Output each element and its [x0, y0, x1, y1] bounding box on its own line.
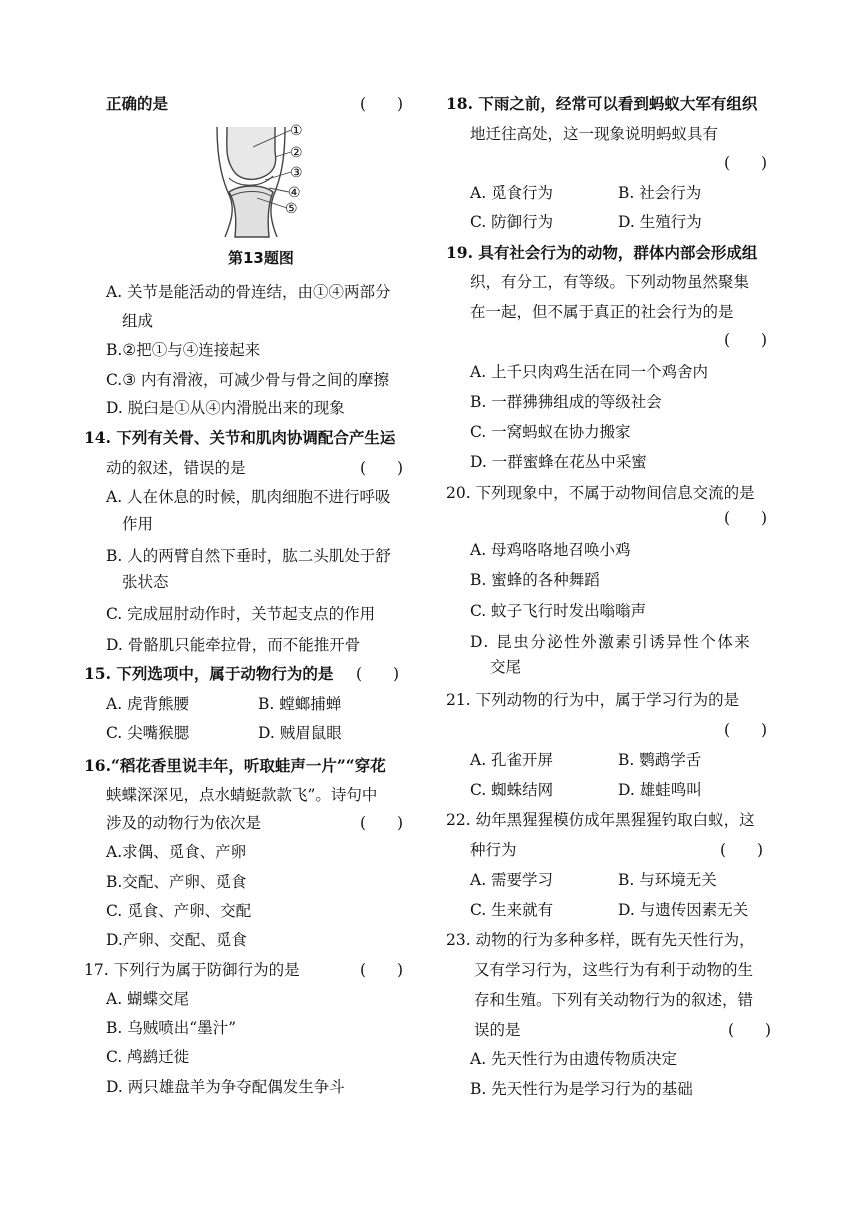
q20-option-b: B. 蜜蜂的各种舞蹈 — [470, 571, 600, 589]
q14-stem-line2: 动的叙述，错误的是 — [106, 459, 246, 477]
q20-answer-paren: ( ) — [724, 509, 768, 527]
q13-answer-paren: ( ) — [360, 95, 404, 113]
q17-option-d: D. 两只雄盘羊为争夺配偶发生争斗 — [106, 1078, 345, 1096]
q16-stem-line2: 蛱蝶深深见，点水蜻蜓款款飞”。诗句中 — [106, 786, 378, 804]
q23-stem-line4: 误的是 — [474, 1021, 521, 1039]
q13-option-b: B.②把①与④连接起来 — [106, 341, 261, 359]
q23-stem-line3: 存和生殖。下列有关动物行为的叙述，错 — [474, 991, 754, 1009]
q21-stem: 21. 下列动物的行为中，属于学习行为的是 — [446, 691, 740, 709]
q14-stem-line1: 14. 下列有关骨、关节和肌肉协调配合产生运 — [84, 428, 396, 447]
q15-stem: 15. 下列选项中，属于动物行为的是 — [84, 664, 334, 683]
q17-stem: 17. 下列行为属于防御行为的是 — [84, 961, 300, 979]
q21-option-b: B. 鹦鹉学舌 — [618, 751, 702, 769]
q16-answer-paren: ( ) — [360, 814, 404, 832]
q21-option-c: C. 蜘蛛结网 — [470, 781, 554, 799]
q20-option-d-cont: 交尾 — [490, 658, 522, 676]
q14-answer-paren: ( ) — [360, 459, 404, 477]
q23-stem-line1: 23. 动物的行为多种多样，既有先天性行为， — [446, 931, 755, 949]
q13-option-a: A. 关节是能活动的骨连结，由①④两部分 — [106, 283, 391, 301]
q18-option-c: C. 防御行为 — [470, 213, 554, 231]
q15-answer-paren: ( ) — [356, 665, 400, 683]
q15-option-c: C. 尖嘴猴腮 — [106, 724, 190, 742]
q22-option-a: A. 需要学习 — [470, 871, 554, 889]
q18-option-a: A. 觅食行为 — [470, 184, 554, 202]
q13-option-a-cont: 组成 — [122, 312, 154, 330]
q14-option-b-cont: 张状态 — [122, 573, 169, 591]
q22-option-c: C. 生来就有 — [470, 901, 554, 919]
q15-option-b: B. 螳螂捕蝉 — [258, 695, 342, 713]
figure-label-4: ④ — [288, 185, 301, 201]
q19-option-d: D. 一群蜜蜂在花丛中采蜜 — [470, 453, 647, 471]
q16-option-c: C. 觅食、产卵、交配 — [106, 902, 252, 920]
q17-option-c: C. 鸬鹚迁徙 — [106, 1048, 190, 1066]
q17-answer-paren: ( ) — [360, 961, 404, 979]
q14-option-c: C. 完成屈肘动作时，关节起支点的作用 — [106, 605, 376, 623]
q13-option-c: C.③ 内有滑液，可减少骨与骨之间的摩擦 — [106, 371, 390, 389]
q20-option-c: C. 蚊子飞行时发出嗡嗡声 — [470, 602, 647, 620]
q19-answer-paren: ( ) — [724, 331, 768, 349]
q18-option-d: D. 生殖行为 — [618, 213, 702, 231]
q23-answer-paren: ( ) — [728, 1021, 772, 1039]
q19-option-c: C. 一窝蚂蚁在协力搬家 — [470, 423, 631, 441]
q23-option-b: B. 先天性行为是学习行为的基础 — [470, 1080, 693, 1098]
q18-option-b: B. 社会行为 — [618, 184, 702, 202]
figure-caption: 第13题图 — [228, 249, 294, 267]
q17-option-b: B. 乌贼喷出“墨汁” — [106, 1019, 237, 1037]
figure-label-3: ③ — [290, 165, 303, 181]
q18-stem-line1: 18. 下雨之前，经常可以看到蚂蚁大军有组织 — [446, 94, 758, 113]
q14-option-a-cont: 作用 — [122, 515, 154, 533]
q22-option-d: D. 与遗传因素无关 — [618, 901, 749, 919]
q14-option-d: D. 骨骼肌只能牵拉骨，而不能推开骨 — [106, 636, 361, 654]
q21-option-a: A. 孔雀开屏 — [470, 751, 554, 769]
q13-stem-tail: 正确的是 — [106, 94, 169, 113]
q16-stem-line3: 涉及的动物行为依次是 — [106, 814, 262, 832]
q19-stem-line2: 织，有分工，有等级。下列动物虽然聚集 — [470, 273, 750, 291]
q16-option-a: A.求偶、觅食、产卵 — [106, 843, 247, 861]
q16-stem-line1: 16.“稻花香里说丰年，听取蛙声一片”“穿花 — [84, 756, 386, 775]
q17-option-a: A. 蝴蝶交尾 — [106, 990, 190, 1008]
q13-option-d: D. 脱臼是①从④内滑脱出来的现象 — [106, 399, 345, 417]
q15-option-d: D. 贼眉鼠眼 — [258, 724, 342, 742]
q19-option-a: A. 上千只肉鸡生活在同一个鸡舍内 — [470, 363, 709, 381]
figure-label-5: ⑤ — [285, 201, 298, 217]
q18-stem-line2: 地迁往高处，这一现象说明蚂蚁具有 — [470, 125, 719, 143]
q19-option-b: B. 一群狒狒组成的等级社会 — [470, 393, 662, 411]
q22-option-b: B. 与环境无关 — [618, 871, 717, 889]
q16-option-b: B.交配、产卵、觅食 — [106, 873, 247, 891]
q21-answer-paren: ( ) — [724, 721, 768, 739]
q22-answer-paren: ( ) — [720, 841, 764, 859]
q22-stem-line2: 种行为 — [470, 841, 517, 859]
q22-stem-line1: 22. 幼年黑猩猩模仿成年黑猩猩钓取白蚁，这 — [446, 811, 755, 829]
q23-option-a: A. 先天性行为由遗传物质决定 — [470, 1050, 678, 1068]
q14-option-b: B. 人的两臂自然下垂时，肱二头肌处于舒 — [106, 547, 391, 565]
q18-answer-paren: ( ) — [724, 154, 768, 172]
figure-label-1: ① — [290, 123, 303, 139]
q19-stem-line1: 19. 具有社会行为的动物，群体内部会形成组 — [446, 243, 758, 262]
q23-stem-line2: 又有学习行为，这些行为有利于动物的生 — [474, 961, 754, 979]
q16-option-d: D.产卵、交配、觅食 — [106, 931, 247, 949]
q19-stem-line3: 在一起，但不属于真正的社会行为的是 — [470, 303, 734, 321]
figure-label-2: ② — [290, 145, 303, 161]
q14-option-a: A. 人在休息的时候，肌肉细胞不进行呼吸 — [106, 488, 391, 506]
q20-option-a: A. 母鸡咯咯地召唤小鸡 — [470, 541, 631, 559]
q21-option-d: D. 雄蛙鸣叫 — [618, 781, 702, 799]
knee-joint-figure — [205, 122, 325, 240]
q20-option-d: D. 昆虫分泌性外激素引诱异性个体来 — [470, 633, 752, 651]
q15-option-a: A. 虎背熊腰 — [106, 695, 190, 713]
q20-stem: 20. 下列现象中，不属于动物间信息交流的是 — [446, 484, 755, 502]
